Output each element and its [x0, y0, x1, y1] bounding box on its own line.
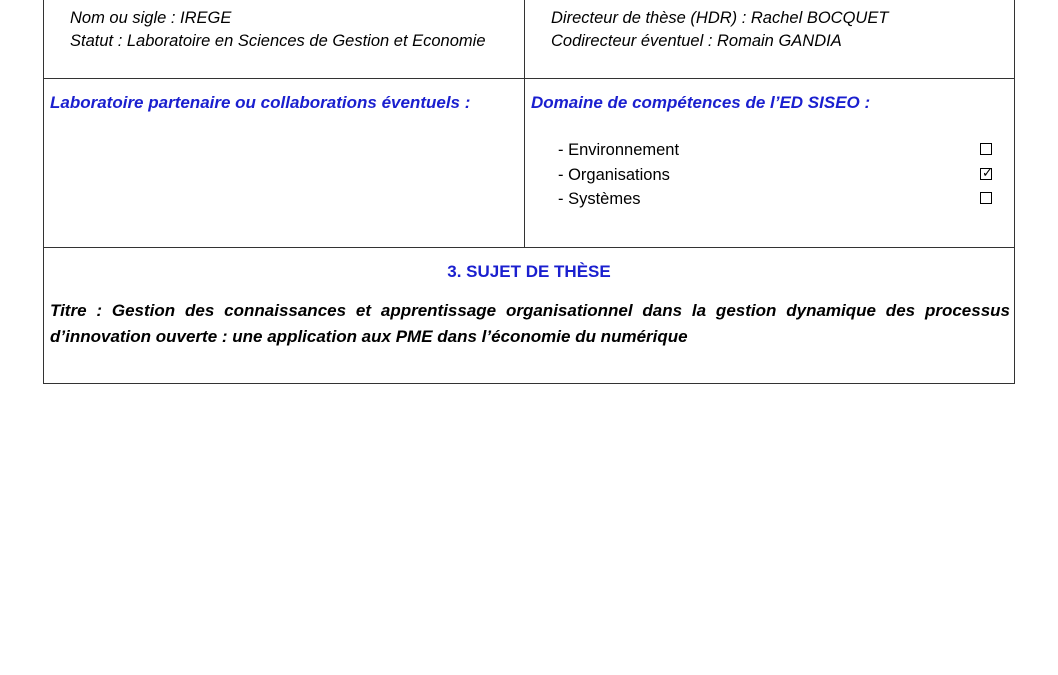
domain-label: - Environnement: [558, 141, 680, 159]
director-line: Directeur de thèse (HDR) : Rachel BOCQUET: [551, 9, 889, 27]
domain-heading: Domaine de compétences de l’ED SISEO :: [531, 93, 871, 112]
thesis-form-table: [43, 0, 1015, 384]
laboratory-name-line: Nom ou sigle : IREGE: [70, 9, 232, 27]
checkbox-environnement[interactable]: [980, 143, 992, 155]
partner-domain-row: [44, 79, 1014, 248]
domain-cell: [525, 79, 1014, 247]
checkbox-organisations[interactable]: [980, 165, 993, 180]
supervision-cell: [525, 0, 1014, 78]
subject-row: [44, 248, 1014, 382]
domain-label: - Systèmes: [558, 190, 641, 208]
codirector-line: Codirecteur éventuel : Romain GANDIA: [551, 32, 842, 50]
laboratory-status-line: Statut : Laboratoire en Sciences de Gestion et Economie: [70, 32, 486, 50]
domain-label: - Organisations: [558, 166, 670, 184]
domain-item-environnement: [558, 139, 992, 161]
checkbox-systemes[interactable]: [980, 192, 992, 204]
laboratory-row: [44, 0, 1014, 79]
partner-heading: Laboratoire partenaire ou collaborations éventuels :: [50, 93, 471, 112]
partner-cell: [44, 79, 525, 247]
domain-item-systemes: [558, 188, 992, 210]
check-mark-icon: ✓: [982, 165, 993, 180]
section-title: 3. SUJET DE THÈSE: [447, 262, 611, 281]
laboratory-cell: [44, 0, 525, 78]
domain-item-organisations: [558, 164, 992, 186]
thesis-title-text: Titre : Gestion des connaissances et apprentissage organisationnel dans la gestion dynamique des processus d’innovation ouverte : une application aux PME dans l’économie du numérique: [50, 301, 1010, 346]
